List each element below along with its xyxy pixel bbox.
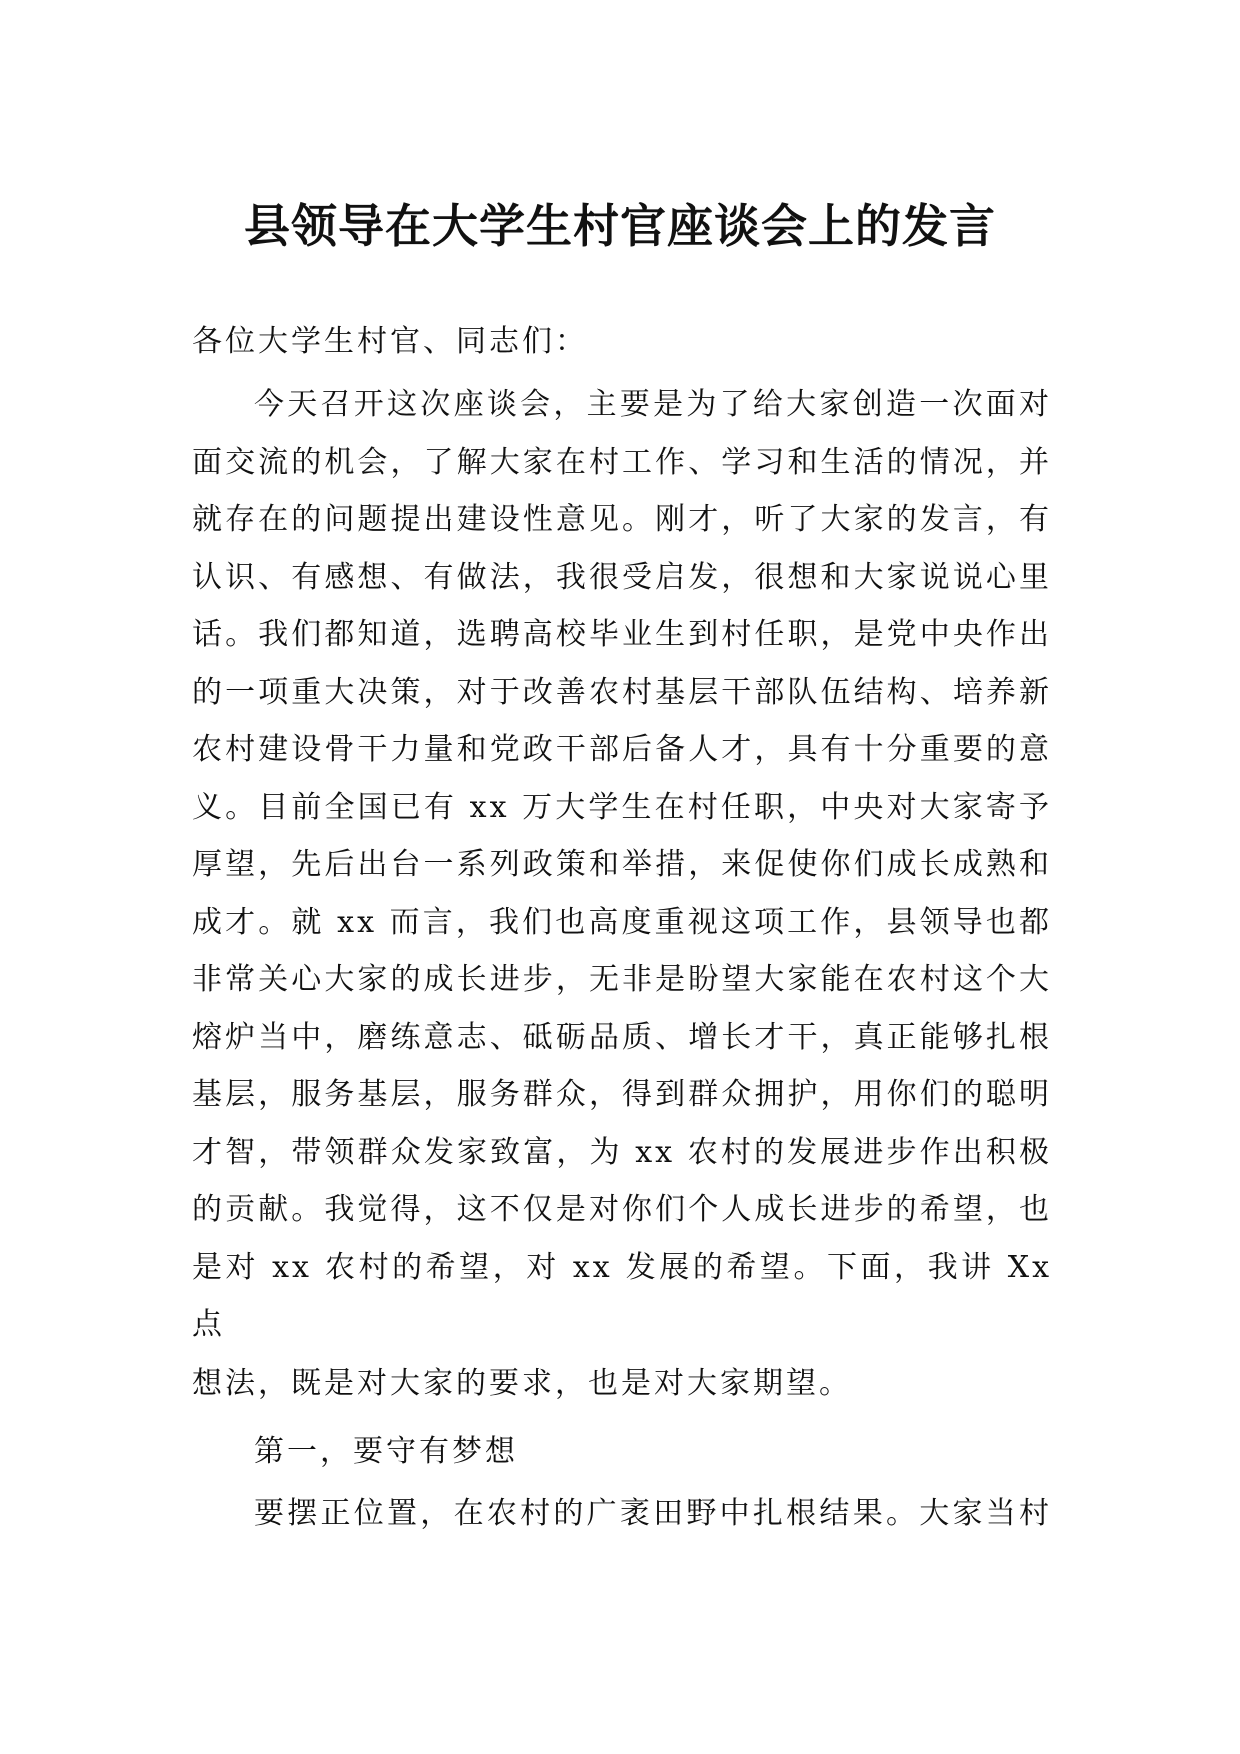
- paragraph-1-line: 今天召开这次座谈会，主要是为了给大家创造一次面对: [254, 387, 1052, 422]
- paragraph-1-line: 才智，带领群众发家致富，为 xx 农村的发展进步作出积极: [192, 1134, 1052, 1170]
- paragraph-1-line: 就存在的问题提出建设性意见。刚才，听了大家的发言，有: [192, 502, 1052, 537]
- paragraph-1-line: 非常关心大家的成长进步，无非是盼望大家能在农村这个大: [192, 962, 1052, 997]
- section-paragraph: 要摆正位置，在农村的广袤田野中扎根结果。大家当村: [254, 1496, 1052, 1531]
- paragraph-1-line: 熔炉当中，磨练意志、砥砺品质、增长才干，真正能够扎根: [192, 1019, 1052, 1055]
- paragraph-1: [192, 376, 1052, 1354]
- paragraph-1-line: 的一项重大决策，对于改善农村基层干部队伍结构、培养新: [192, 674, 1052, 710]
- paragraph-1-line: 点: [192, 1307, 225, 1342]
- paragraph-1-line: 农村建设骨干力量和党政干部后备人才，具有十分重要的意: [192, 732, 1052, 767]
- paragraph-1-line: 面交流的机会，了解大家在村工作、学习和生活的情况，并: [192, 444, 1052, 480]
- salutation: 各位大学生村官、同志们：: [192, 324, 588, 359]
- paragraph-continuation: 想法，既是对大家的要求，也是对大家期望。: [192, 1366, 852, 1401]
- paragraph-1-line: 认识、有感想、有做法，我很受启发，很想和大家说说心里: [192, 559, 1052, 595]
- document-title: 县领导在大学生村官座谈会上的发言: [244, 199, 996, 253]
- paragraph-1-line: 话。我们都知道，选聘高校毕业生到村任职，是党中央作出: [192, 617, 1052, 652]
- paragraph-1-line: 是对 xx 农村的希望，对 xx 发展的希望。下面，我讲 Xx: [192, 1249, 1052, 1285]
- paragraph-1-line: 成才。就 xx 而言，我们也高度重视这项工作，县领导也都: [192, 904, 1052, 940]
- paragraph-1-line: 厚望，先后出台一系列政策和举措，来促使你们成长成熟和: [192, 847, 1052, 882]
- paragraph-1-line: 基层，服务基层，服务群众，得到群众拥护，用你们的聪明: [192, 1077, 1052, 1112]
- paragraph-1-line: 义。目前全国已有 xx 万大学生在村任职，中央对大家寄予: [192, 789, 1052, 825]
- paragraph-1-line: 的贡献。我觉得，这不仅是对你们个人成长进步的希望，也: [192, 1192, 1052, 1227]
- section-heading: 第一，要守有梦想: [254, 1434, 518, 1469]
